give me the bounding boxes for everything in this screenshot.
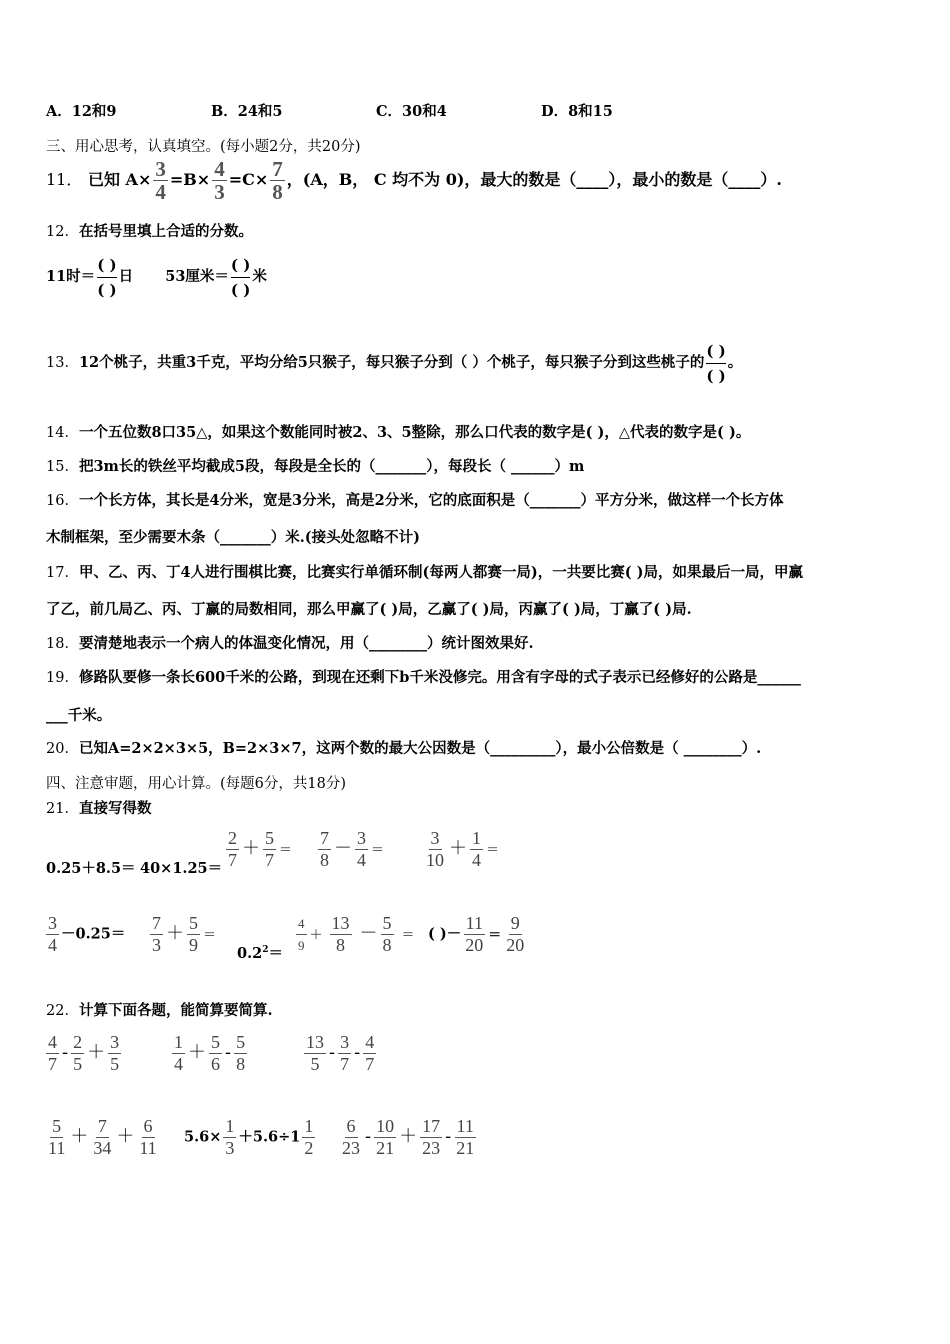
q12-a-label: 11时＝ bbox=[46, 268, 96, 285]
q11-text: ，(A，B， C 均不为 0)，最大的数是（____），最小的数是（____）. bbox=[286, 170, 782, 189]
q18-text: 要清楚地表示一个病人的体温变化情况，用（________）统计图效果好. bbox=[78, 635, 534, 652]
q11-text: 已知 A× bbox=[87, 170, 152, 189]
q19-text: 修路队要修一条长600千米的公路，到现在还剩下b千米没修完。用含有字母的式子表示已经修好的公路是______ bbox=[78, 669, 801, 686]
question-15 bbox=[46, 457, 584, 477]
question-number: 19． bbox=[46, 670, 79, 686]
question-number: 17． bbox=[46, 565, 79, 581]
option-b: B．24和5 bbox=[211, 103, 283, 120]
question-17 bbox=[46, 563, 803, 583]
option-a: A．12和9 bbox=[46, 103, 117, 120]
question-22 bbox=[46, 1001, 273, 1021]
question-14 bbox=[46, 423, 750, 443]
question-16-cont: 木制框架，至少需要木条（_______）米.(接头处忽略不计) bbox=[46, 529, 421, 546]
question-number: 16． bbox=[46, 493, 79, 509]
question-number: 21． bbox=[46, 801, 79, 817]
q17-text: 甲、乙、丙、丁4人进行围棋比赛，比赛实行单循环制(每两人都赛一局)，一共要比赛( )局，如果最后一局，甲赢 bbox=[78, 564, 804, 581]
question-number: 11． bbox=[46, 170, 83, 189]
fraction: $\frac{3}{4}$ bbox=[155, 157, 166, 204]
option-d: D．8和15 bbox=[541, 103, 613, 120]
question-number: 14． bbox=[46, 425, 79, 441]
q21-r2-c: $0.2^2=$ bbox=[237, 945, 283, 962]
question-number: 22． bbox=[46, 1003, 79, 1019]
question-number: 15． bbox=[46, 459, 79, 475]
section-4-heading: 四、注意审题，用心计算。(每题6分，共18分) bbox=[46, 776, 346, 792]
q22-expr-4: $\frac{5}{11}$ ＋ $\frac{7}{34}$ ＋ $\frac{6}{11}$ bbox=[48, 1116, 157, 1158]
q22-expr-1: $\frac{4}{7}$ - $\frac{2}{5}$ ＋ $\frac{3}{5}$ bbox=[48, 1032, 120, 1074]
blank-fraction[interactable]: ( ) ( ) bbox=[97, 253, 116, 302]
section-3-heading: 三、用心思考，认真填空。(每小题2分，共20分) bbox=[46, 139, 361, 155]
q22-expr-2: $\frac{1}{4}$ ＋ $\frac{5}{6}$ - $\frac{5}{8}$ bbox=[174, 1032, 246, 1074]
question-number: 13． bbox=[46, 355, 79, 371]
question-21 bbox=[46, 799, 151, 819]
option-c: C．30和4 bbox=[376, 103, 447, 120]
question-13 bbox=[46, 336, 742, 390]
question-16 bbox=[46, 491, 783, 511]
q12-answers bbox=[46, 250, 267, 304]
blank-fraction[interactable]: ( ) ( ) bbox=[706, 339, 725, 388]
question-19 bbox=[46, 668, 801, 688]
q12-b-label: 53厘米＝ bbox=[165, 268, 229, 285]
q13-text: 12个桃子，共重3千克，平均分给5只猴子，每只猴子分到（ ）个桃子，每只猴子分到这些桃子的 bbox=[78, 354, 705, 371]
q12-a-unit: 日 bbox=[118, 268, 134, 285]
fraction: $\frac{4}{3}$ bbox=[214, 157, 225, 204]
q21-r1-d: $\frac{7}{8}$ － $\frac{3}{4}$ ＝ bbox=[320, 828, 385, 870]
q21-r2-a: $\frac{3}{4}$ －0.25＝ bbox=[48, 913, 126, 955]
q14-text: 一个五位数8口35△，如果这个数能同时被2、3、5整除，那么口代表的数字是( )，△代表的数字是( )。 bbox=[78, 424, 751, 441]
question-number: 20． bbox=[46, 741, 79, 757]
question-12 bbox=[46, 222, 253, 242]
q22-text: 计算下面各题，能简算要简算. bbox=[78, 1002, 273, 1019]
q20-text: 已知A=2×2×3×5，B=2×3×7，这两个数的最大公因数是（_________），最小公倍数是（ ________）. bbox=[78, 740, 762, 757]
question-19-cont: ___千米。 bbox=[46, 707, 112, 724]
q22-expr-6: $\frac{6}{23}$ - $\frac{10}{21}$ ＋ $\frac{17}{23}$ - $\frac{11}{21}$ bbox=[342, 1116, 475, 1158]
question-20 bbox=[46, 739, 761, 759]
q21-r1-a: 0.25＋8.5＝ bbox=[46, 860, 136, 877]
q21-r1-b: 40×1.25＝ bbox=[140, 860, 223, 877]
q11-text: =B× bbox=[169, 170, 211, 189]
q21-text: 直接写得数 bbox=[78, 800, 152, 817]
q11-text: =C× bbox=[228, 170, 269, 189]
question-17-cont: 了乙，前几局乙、丙、丁赢的局数相同，那么甲赢了( )局，乙赢了( )局，丙赢了( )局，丁赢了( )局. bbox=[46, 601, 692, 618]
q21-r1-e: $\frac{3}{10}$ ＋ $\frac{1}{4}$ ＝ bbox=[426, 828, 500, 870]
q22-expr-5: 5.6× $\frac{1}{3}$ ＋5.6÷1 $\frac{1}{2}$ bbox=[184, 1116, 314, 1158]
q21-r2-b: $\frac{7}{3}$ ＋ $\frac{5}{9}$ ＝ bbox=[152, 913, 217, 955]
q21-r2-d: $\frac{4}{9}$ ＋ $\frac{13}{8}$ － $\frac{5}{8}$ ＝ bbox=[298, 913, 415, 955]
question-number: 18． bbox=[46, 636, 79, 652]
q16-text: 一个长方体，其长是4分米，宽是3分米，高是2分米，它的底面积是（_______）平方分米，做这样一个长方体 bbox=[78, 492, 784, 509]
fraction: $\frac{7}{8}$ bbox=[272, 157, 283, 204]
q15-text: 把3m长的铁丝平均截成5段，每段是全长的（_______），每段长（ ______）m bbox=[78, 458, 585, 475]
q12-b-unit: 米 bbox=[252, 268, 267, 285]
blank-fraction[interactable]: ( ) ( ) bbox=[231, 253, 250, 302]
q22-expr-3: $\frac{13}{5}$ - $\frac{3}{7}$ - $\frac{4}{7}$ bbox=[306, 1032, 375, 1074]
q13-text: 。 bbox=[727, 354, 743, 371]
question-11 bbox=[46, 158, 782, 203]
question-number: 12． bbox=[46, 224, 79, 240]
q21-r1-c: $\frac{2}{7}$ ＋ $\frac{5}{7}$ ＝ bbox=[228, 828, 293, 870]
q21-r2-e: ( )－ $\frac{11}{20}$ ＝ $\frac{9}{20}$ bbox=[428, 913, 525, 955]
question-18 bbox=[46, 634, 534, 654]
q12-text: 在括号里填上合适的分数。 bbox=[78, 223, 253, 240]
